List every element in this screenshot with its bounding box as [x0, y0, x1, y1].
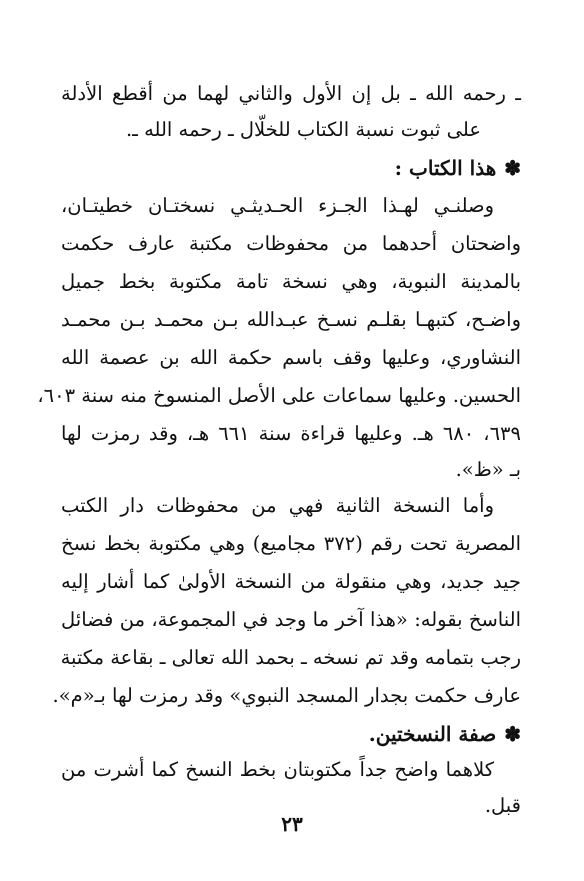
text-line: الحسين. وعليها سماعات على الأصل المنسوخ منه سنة ٦٠٣،	[37, 384, 521, 407]
text-line: واضـح، كتبهـا بقلـم نسـخ عبـدالله بـن محمـد بـن محمـد	[61, 308, 521, 331]
section-heading	[61, 152, 521, 190]
text-line: رجب بتمامه وقد تم نسخه ـ بحمد الله تعالى ـ بقاعة مكتبة	[60, 646, 521, 669]
page-number: ٢٣	[281, 812, 303, 836]
text-line: ٦٣٩، ٦٨٠ هـ. وعليها قراءة سنة ٦٦١ هـ، وقد رمزت لها	[61, 422, 521, 445]
section-heading-text: هذا الكتاب :	[394, 156, 497, 180]
text-line: وأما النسخة الثانية فهي من محفوظات دار الكتب	[61, 494, 494, 517]
asterisk-icon: ✽	[504, 722, 521, 746]
section-heading	[61, 718, 521, 756]
text-line: المصرية تحت رقم (٣٧٢ مجاميع) وهي مكتوبة بخط نسخ	[61, 532, 521, 555]
text-line: عارف حكمت بجدار المسجد النبوي» وقد رمزت لها بـ«م».	[52, 684, 521, 707]
text-line: واضحتان أحدهما من محفوظات مكتبة عارف حكمت	[61, 232, 521, 255]
text-line: النشاوري، وعليها وقف باسم حكمة الله بن عصمة الله	[61, 346, 521, 369]
text-line: كلاهما واضح جداً مكتوبتان بخط النسخ كما أشرت من	[61, 758, 494, 781]
text-line: على ثبوت نسبة الكتاب للخلّال ـ رحمه الله ـ.	[125, 118, 481, 141]
text-line: بالمدينة النبوية، وهي نسخة تامة مكتوبة بخط جميل	[61, 270, 521, 293]
text-line: قبل.	[484, 794, 521, 817]
text-line: الناسخ بقوله: «هذا آخر ما وجد في المجموعة، من فضائل	[61, 608, 521, 631]
section-heading-text: صفة النسختين.	[368, 722, 497, 746]
asterisk-icon: ✽	[504, 156, 521, 180]
text-line: ـ رحمه الله ـ بل إن الأول والثاني لهما من أقطع الأدلة	[61, 82, 521, 105]
text-line: جيد جديد، وهي منقولة من النسخة الأولىٰ كما أشار إليه	[61, 570, 521, 593]
text-line: بـ «ظ».	[455, 458, 521, 481]
text-line: وصلنـي لهـذا الجـزء الحـديثـي نسختـان خطيتـان،	[61, 194, 494, 217]
